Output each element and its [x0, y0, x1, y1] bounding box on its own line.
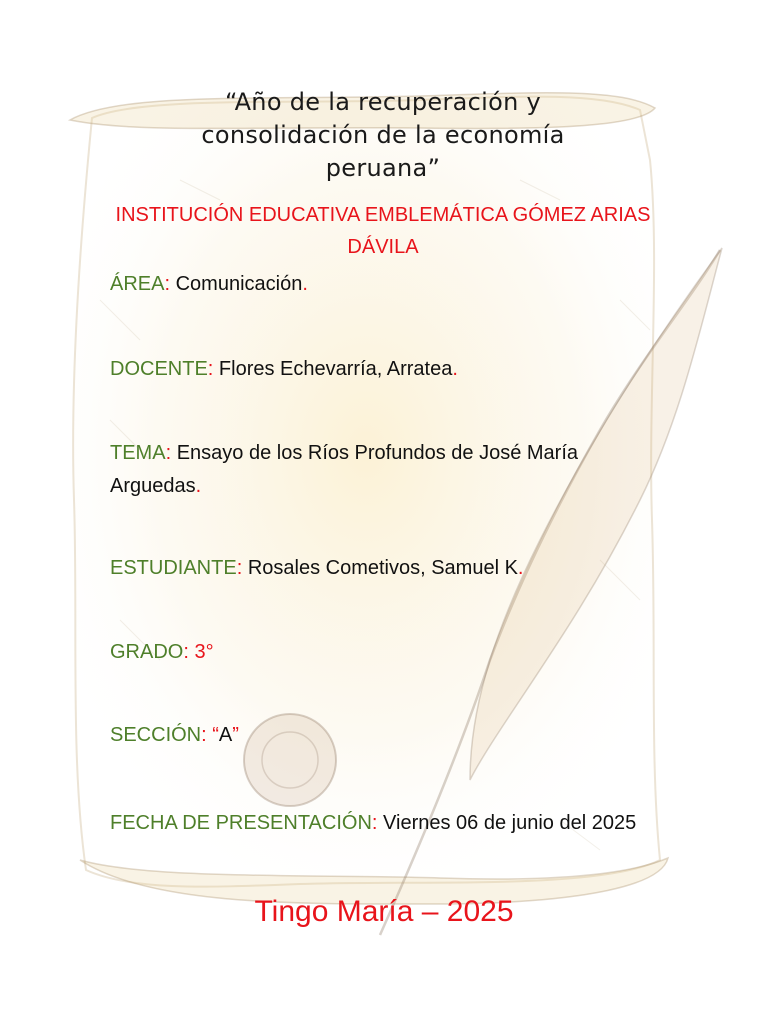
date-label: FECHA DE PRESENTACIÓN	[110, 812, 372, 834]
section-value: A	[218, 724, 233, 746]
field-teacher: DOCENTE: Flores Echevarría, Arratea.	[110, 358, 458, 380]
topic-label: TEMA	[110, 442, 166, 464]
field-grade: GRADO: 3°	[110, 641, 214, 663]
area-value: Comunicación	[175, 273, 303, 295]
motto-heading: “Año de la recuperación y consolidación de la economía peruana”	[201, 88, 565, 182]
section-label: SECCIÓN	[110, 724, 202, 746]
footer-place-year: Tingo María – 2025	[254, 895, 514, 928]
grade-label: GRADO	[110, 641, 184, 663]
teacher-value: Flores Echevarría, Arratea	[218, 358, 453, 380]
student-value: Rosales Cometivos, Samuel K	[247, 557, 518, 579]
field-date: FECHA DE PRESENTACIÓN: Viernes 06 de junio del 2025	[110, 812, 637, 834]
field-area: ÁREA: Comunicación.	[110, 273, 308, 295]
school-name: INSTITUCIÓN EDUCATIVA EMBLEMÁTICA GÓMEZ ARIAS DÁVILA	[115, 204, 651, 258]
field-student: ESTUDIANTE: Rosales Cometivos, Samuel K.	[110, 557, 524, 579]
field-section: SECCIÓN: “A”	[110, 724, 239, 746]
date-value: Viernes 06 de junio del 2025	[383, 812, 637, 834]
teacher-label: DOCENTE	[110, 358, 208, 380]
student-label: ESTUDIANTE	[110, 557, 237, 579]
field-topic: TEMA: Ensayo de los Ríos Profundos de José María Arguedas.	[110, 442, 579, 497]
grade-value: 3°	[194, 641, 214, 663]
topic-value: Ensayo de los Ríos Profundos de José María Arguedas	[110, 442, 579, 497]
area-label: ÁREA	[110, 273, 165, 295]
